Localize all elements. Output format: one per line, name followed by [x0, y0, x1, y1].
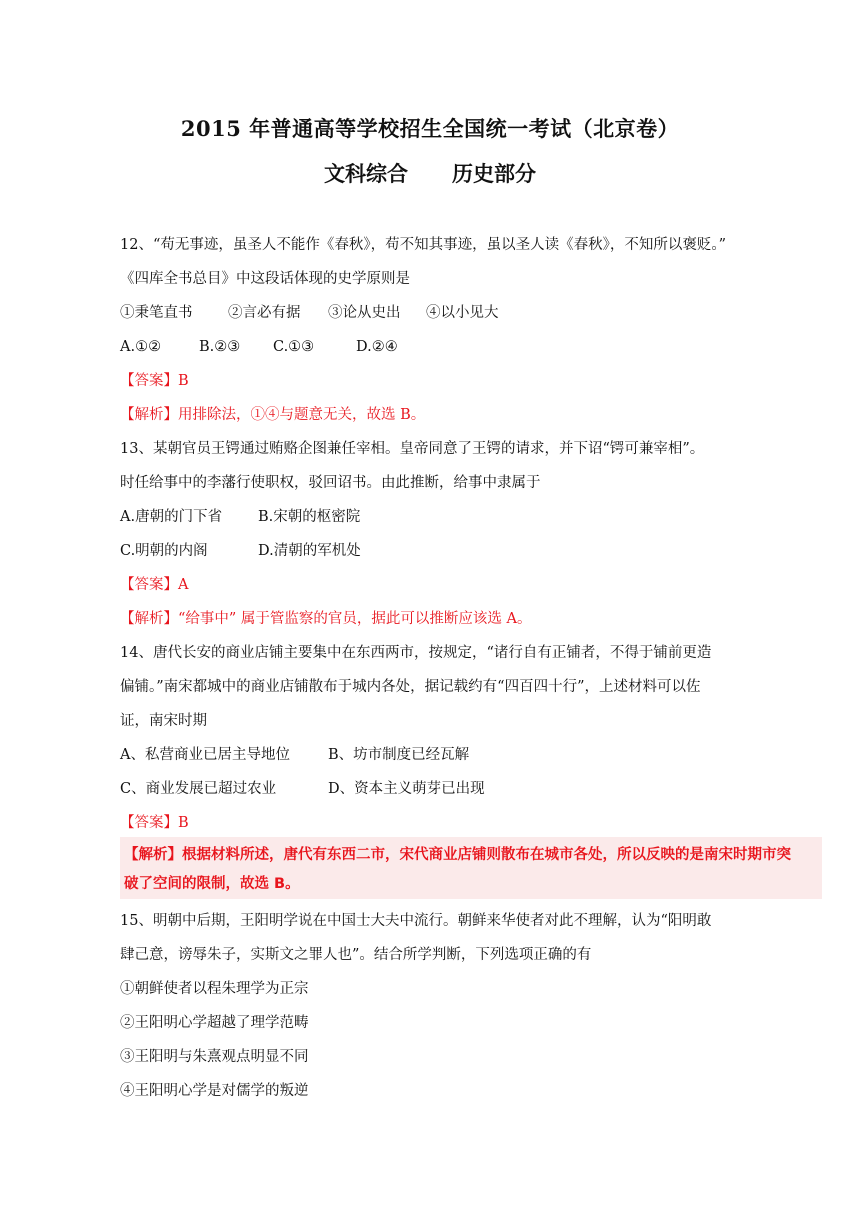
- q12-item-3: ③论从史出: [328, 305, 401, 321]
- q12-item-2: ②言必有据: [228, 305, 301, 321]
- q14-stem-line-3: 证，南宋时期: [120, 713, 207, 729]
- q12-items: [120, 303, 499, 323]
- q14-answer: 【答案】B: [120, 815, 189, 831]
- q13-option-d: D.清朝的军机处: [258, 543, 361, 559]
- q12-answer: 【答案】B: [120, 373, 189, 389]
- q13-options-row-1: [120, 507, 360, 527]
- q12-item-4: ④以小见大: [426, 305, 499, 321]
- q14-option-d: D、资本主义萌芽已出现: [328, 781, 485, 797]
- q14-options-row-2: [120, 779, 485, 799]
- q14-stem-line-1: 14、唐代长安的商业店铺主要集中在东西两市，按规定，“诸行自有正铺者，不得于铺前更造: [120, 645, 712, 661]
- q12-stem-line-2: 《四库全书总目》中这段话体现的史学原则是: [120, 271, 410, 287]
- q12-stem-line-1: 12、“苟无事迹，虽圣人不能作《春秋》，苟不知其事迹，虽以圣人读《春秋》，不知所以褒贬。”: [120, 237, 727, 253]
- q12-item-1: ①秉笔直书: [120, 305, 193, 321]
- page-title: 2015 年普通高等学校招生全国统一考试（北京卷）: [180, 116, 680, 141]
- q14-option-b: B、坊市制度已经瓦解: [328, 747, 470, 763]
- q15-item-2: ②王阳明心学超越了理学范畴: [120, 1015, 309, 1031]
- q12-analysis: 【解析】用排除法，①④与题意无关，故选 B。: [120, 407, 426, 423]
- subtitle-part: 历史部分: [452, 161, 536, 186]
- q14-option-a: A、私营商业已居主导地位: [120, 747, 290, 763]
- q12-option-a: A.①②: [120, 339, 162, 355]
- subtitle-subject: 文科综合: [324, 161, 408, 186]
- q13-stem-line-2: 时任给事中的李藩行使职权，驳回诏书。由此推断，给事中隶属于: [120, 475, 541, 491]
- q12-options: [120, 337, 398, 357]
- q12-option-b: B.②③: [199, 339, 241, 355]
- q14-stem-line-2: 偏铺。”南宋都城中的商业店铺散布于城内各处，据记载约有“四百四十行”，上述材料可以佐: [120, 679, 701, 695]
- q15-item-4: ④王阳明心学是对儒学的叛逆: [120, 1083, 309, 1099]
- q13-option-c: C.明朝的内阁: [120, 543, 208, 559]
- q13-stem-line-1: 13、某朝官员王锷通过贿赂企图兼任宰相。皇帝同意了王锷的请求，并下诏“锷可兼宰相”。: [120, 441, 705, 457]
- page-subtitle: [0, 158, 860, 188]
- q13-option-b: B.宋朝的枢密院: [258, 509, 361, 525]
- q15-item-3: ③王阳明与朱熹观点明显不同: [120, 1049, 309, 1065]
- q12-option-c: C.①③: [273, 339, 315, 355]
- q14-analysis-highlight: [120, 837, 822, 899]
- q14-analysis-line-1: 【解析】根据材料所述，唐代有东西二市，宋代商业店铺则散布在城市各处，所以反映的是南宋时期市突: [124, 847, 791, 863]
- q15-stem-line-1: 15、明朝中后期，王阳明学说在中国士大夫中流行。朝鲜来华使者对此不理解，认为“阳明敢: [120, 913, 712, 929]
- q14-options-row-1: [120, 745, 469, 765]
- q13-answer: 【答案】A: [120, 577, 189, 593]
- q14-analysis-line-2: 破了空间的限制，故选 B。: [124, 876, 300, 892]
- q14-option-c: C、商业发展已超过农业: [120, 781, 277, 797]
- q13-options-row-2: [120, 541, 361, 561]
- q12-option-d: D.②④: [356, 339, 398, 355]
- q15-stem-line-2: 肆己意，谤辱朱子，实斯文之罪人也”。结合所学判断，下列选项正确的有: [120, 947, 592, 963]
- q13-option-a: A.唐朝的门下省: [120, 509, 223, 525]
- q13-analysis: 【解析】“给事中” 属于管监察的官员，据此可以推断应该选 A。: [120, 611, 532, 627]
- q15-item-1: ①朝鲜使者以程朱理学为正宗: [120, 981, 309, 997]
